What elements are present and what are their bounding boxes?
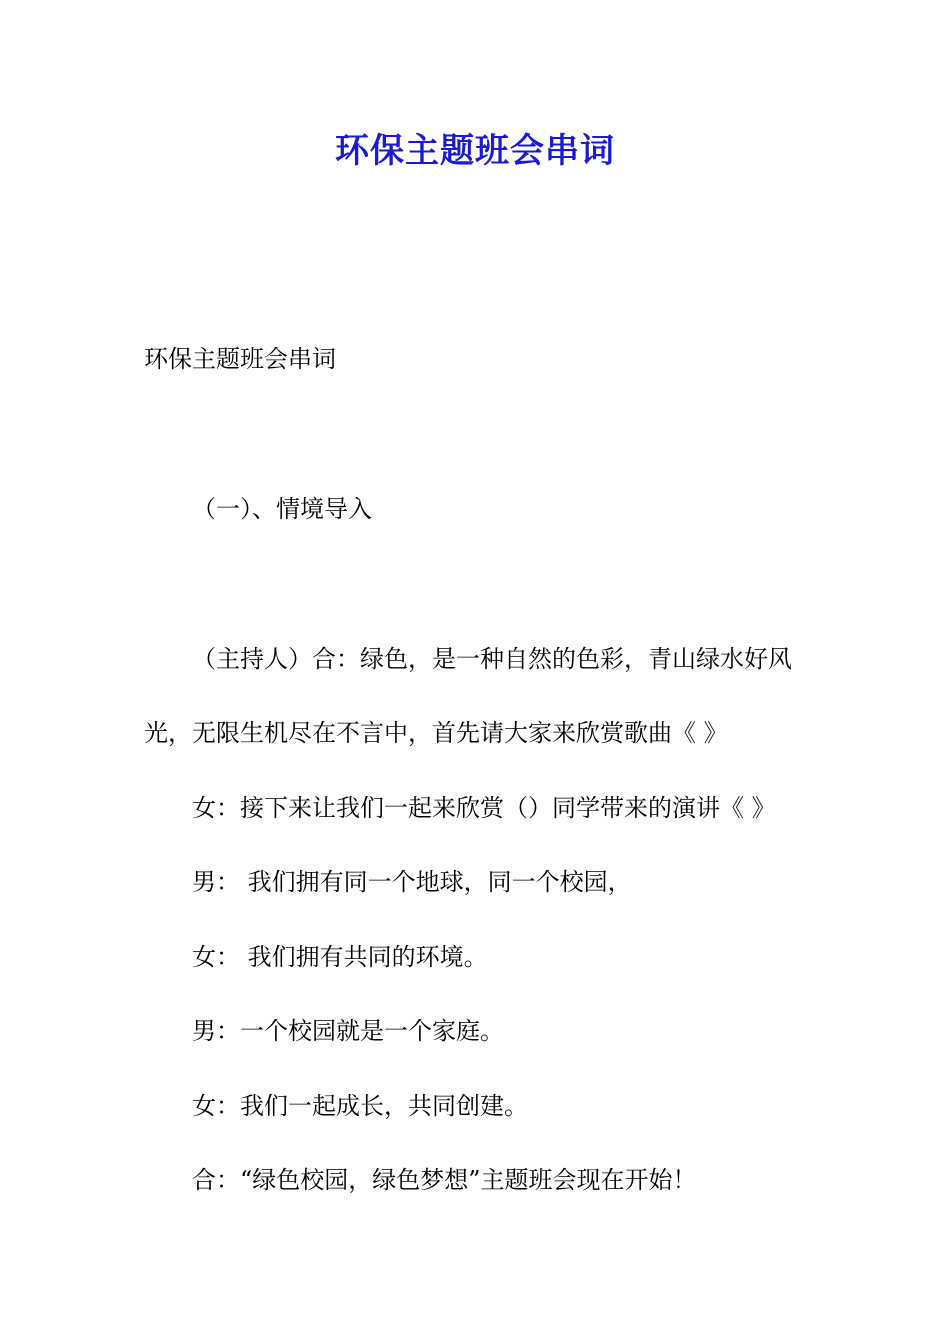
paragraph-line: （主持人）合：绿色，是一种自然的色彩，青山绿水好风 (192, 645, 792, 673)
paragraph-line: 光，无限生机尽在不言中，首先请大家来欣赏歌曲《 》 (144, 719, 728, 747)
dialogue-line: 男： 我们拥有同一个地球，同一个校园， (192, 868, 632, 896)
document-subtitle: 环保主题班会串词 (144, 345, 336, 373)
section-heading: （一）、情境导入 (192, 495, 372, 523)
dialogue-line: 男：一个校园就是一个家庭。 (192, 1017, 504, 1045)
dialogue-line: 女： 我们拥有共同的环境。 (192, 943, 488, 971)
dialogue-line: 女：我们一起成长，共同创建。 (192, 1092, 528, 1120)
dialogue-line: 女：接下来让我们一起来欣赏（）同学带来的演讲《 》 (192, 794, 776, 822)
dialogue-line: 合：“绿色校园，绿色梦想”主题班会现在开始！ (192, 1166, 697, 1194)
document-title: 环保主题班会串词 (335, 131, 615, 171)
